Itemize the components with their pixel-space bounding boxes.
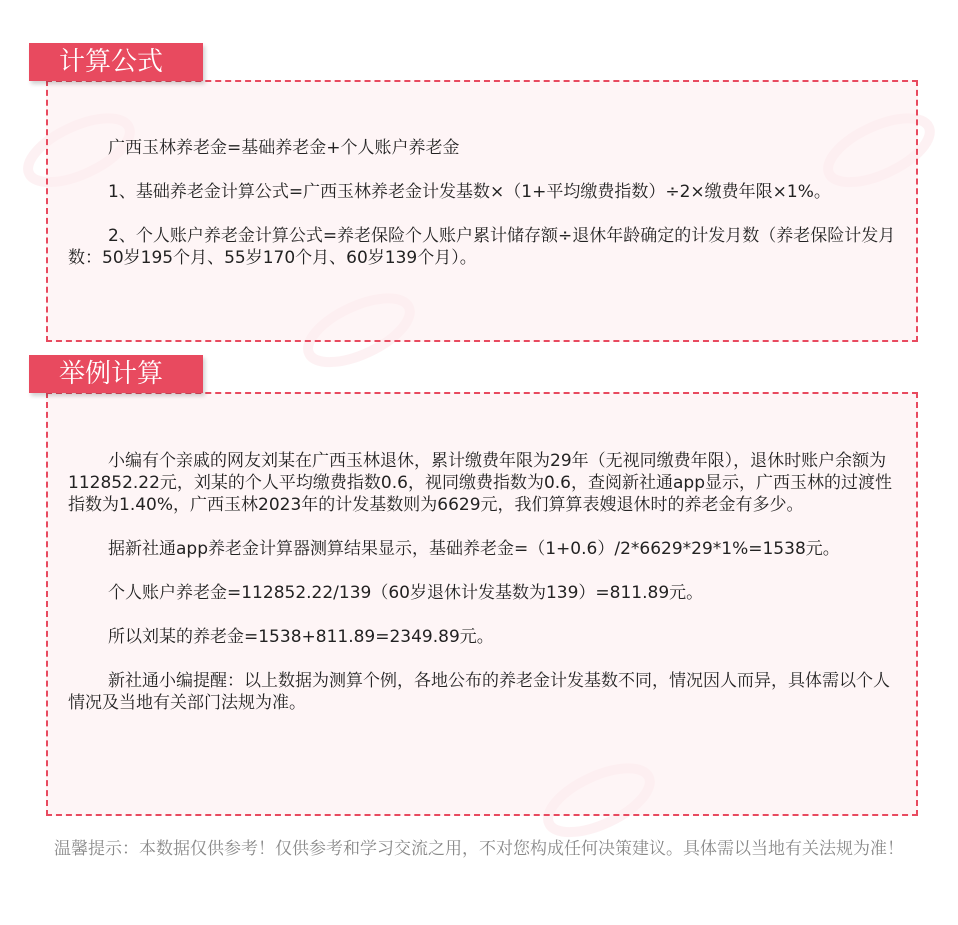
formula-paragraph: 广西玉林养老金=基础养老金+个人账户养老金	[108, 138, 460, 158]
footer-disclaimer: 温馨提示：本数据仅供参考！仅供参考和学习交流之用，不对您构成任何决策建议。具体需以当地有关法规为准！	[54, 839, 904, 859]
example-paragraph: 所以刘某的养老金=1538+811.89=2349.89元。	[108, 627, 494, 647]
example-paragraph: 据新社通app养老金计算器测算结果显示，基础养老金=（1+0.6）/2*6629*29*1%=1538元。	[108, 539, 840, 559]
formula-box	[46, 80, 918, 342]
example-box	[46, 392, 918, 816]
formula-paragraph: 1、基础养老金计算公式=广西玉林养老金计发基数×（1+平均缴费指数）÷2×缴费年限×1%。	[108, 182, 831, 202]
example-paragraph: 新社通小编提醒：以上数据为测算个例，各地公布的养老金计发基数不同，情况因人而异，具体需以个人情况及当地有关部门法规为准。	[68, 671, 890, 713]
section-tag-formula: 计算公式	[29, 43, 203, 81]
section-tag-example: 举例计算	[29, 355, 203, 393]
formula-paragraph: 2、个人账户养老金计算公式=养老保险个人账户累计储存额÷退休年龄确定的计发月数（养老保险计发月数：50岁195个月、55岁170个月、60岁139个月）。	[68, 226, 896, 268]
example-paragraph: 小编有个亲戚的网友刘某在广西玉林退休，累计缴费年限为29年（无视同缴费年限），退休时账户余额为112852.22元，刘某的个人平均缴费指数0.6，视同缴费指数为0.6，查阅新社通app显示，广西玉林的过渡性指数为1.40%，广西玉林2023年的计发基数则为6629元，我们算算表嫂退休时的养老金有多少。	[68, 451, 893, 515]
example-paragraph: 个人账户养老金=112852.22/139（60岁退休计发基数为139）=811.89元。	[108, 583, 704, 603]
